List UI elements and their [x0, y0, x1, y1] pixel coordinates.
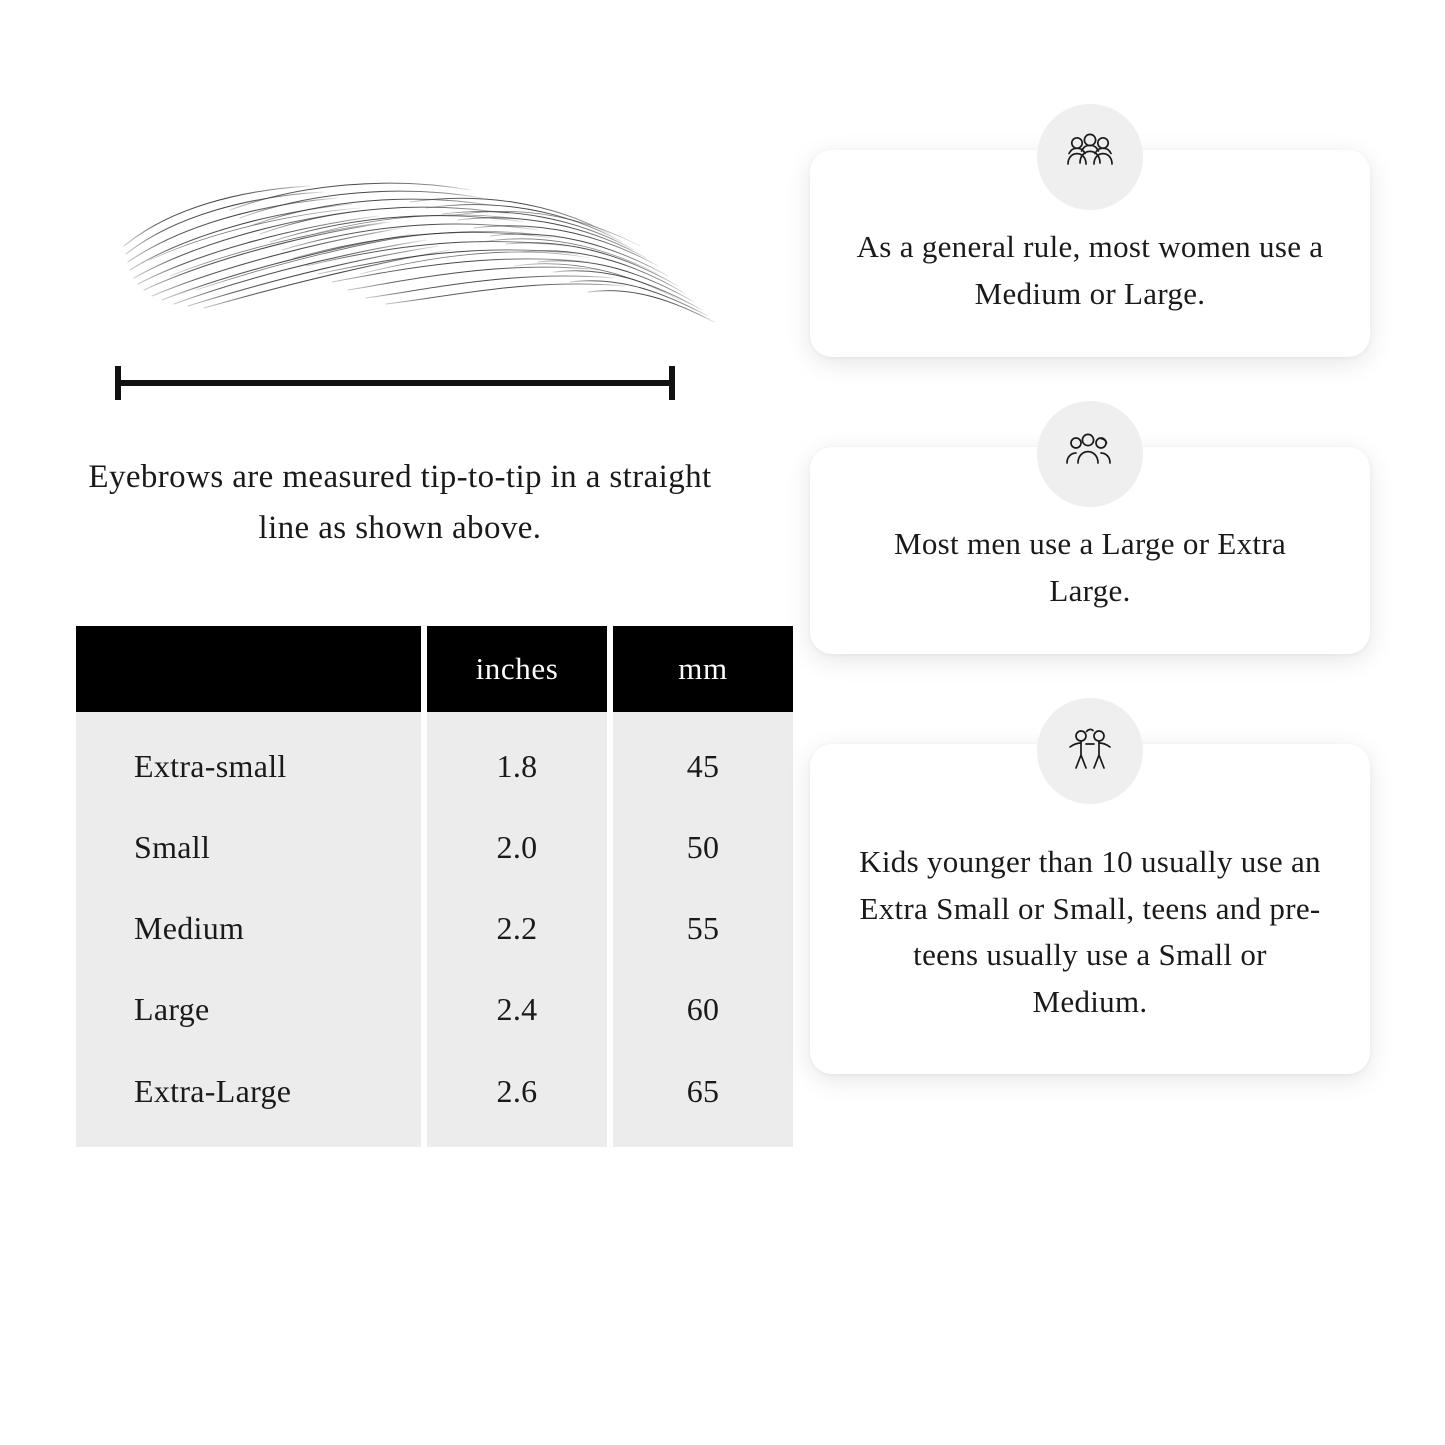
eyebrow-illustration: [110, 150, 730, 350]
table-header-mm: mm: [613, 626, 793, 712]
row-mm-value: 50: [613, 807, 793, 888]
row-size-label: Medium: [76, 888, 421, 969]
note-text-kids: Kids younger than 10 usually use an Extra Small or Small, teens and pre-teens usually use a Small or Medium.: [810, 744, 1370, 1074]
left-column: [70, 150, 770, 1147]
row-mm-value: 55: [613, 888, 793, 969]
row-size-label: Small: [76, 807, 421, 888]
note-text-women: As a general rule, most women use a Medium or Large.: [810, 150, 1370, 357]
row-size-label: Extra-small: [76, 712, 421, 807]
tip-to-tip-measure-bar: [110, 360, 730, 406]
table-header-inches: inches: [427, 626, 607, 712]
note-block-women: [810, 150, 1370, 357]
note-text-men: Most men use a Large or Extra Large.: [810, 447, 1370, 654]
women-group-icon: [1037, 104, 1143, 210]
note-block-kids: [810, 744, 1370, 1074]
right-column: [790, 150, 1390, 1074]
row-inches-value: 2.2: [427, 888, 607, 969]
table-header-row: [76, 626, 793, 712]
row-inches-value: 2.4: [427, 969, 607, 1050]
size-table: [70, 626, 799, 1147]
note-block-men: [810, 447, 1370, 654]
men-group-icon: [1037, 401, 1143, 507]
row-inches-value: 1.8: [427, 712, 607, 807]
table-row: [76, 888, 793, 969]
table-row: [76, 969, 793, 1050]
row-mm-value: 45: [613, 712, 793, 807]
row-size-label: Extra-Large: [76, 1050, 421, 1147]
table-row: [76, 807, 793, 888]
row-mm-value: 65: [613, 1050, 793, 1147]
measurement-caption: Eyebrows are measured tip-to-tip in a straight line as shown above.: [88, 459, 712, 547]
kids-group-icon: [1037, 698, 1143, 804]
row-inches-value: 2.6: [427, 1050, 607, 1147]
table-row: [76, 1050, 793, 1147]
row-mm-value: 60: [613, 969, 793, 1050]
table-row: [76, 712, 793, 807]
table-header-size: [76, 626, 421, 712]
row-size-label: Large: [76, 969, 421, 1050]
row-inches-value: 2.0: [427, 807, 607, 888]
